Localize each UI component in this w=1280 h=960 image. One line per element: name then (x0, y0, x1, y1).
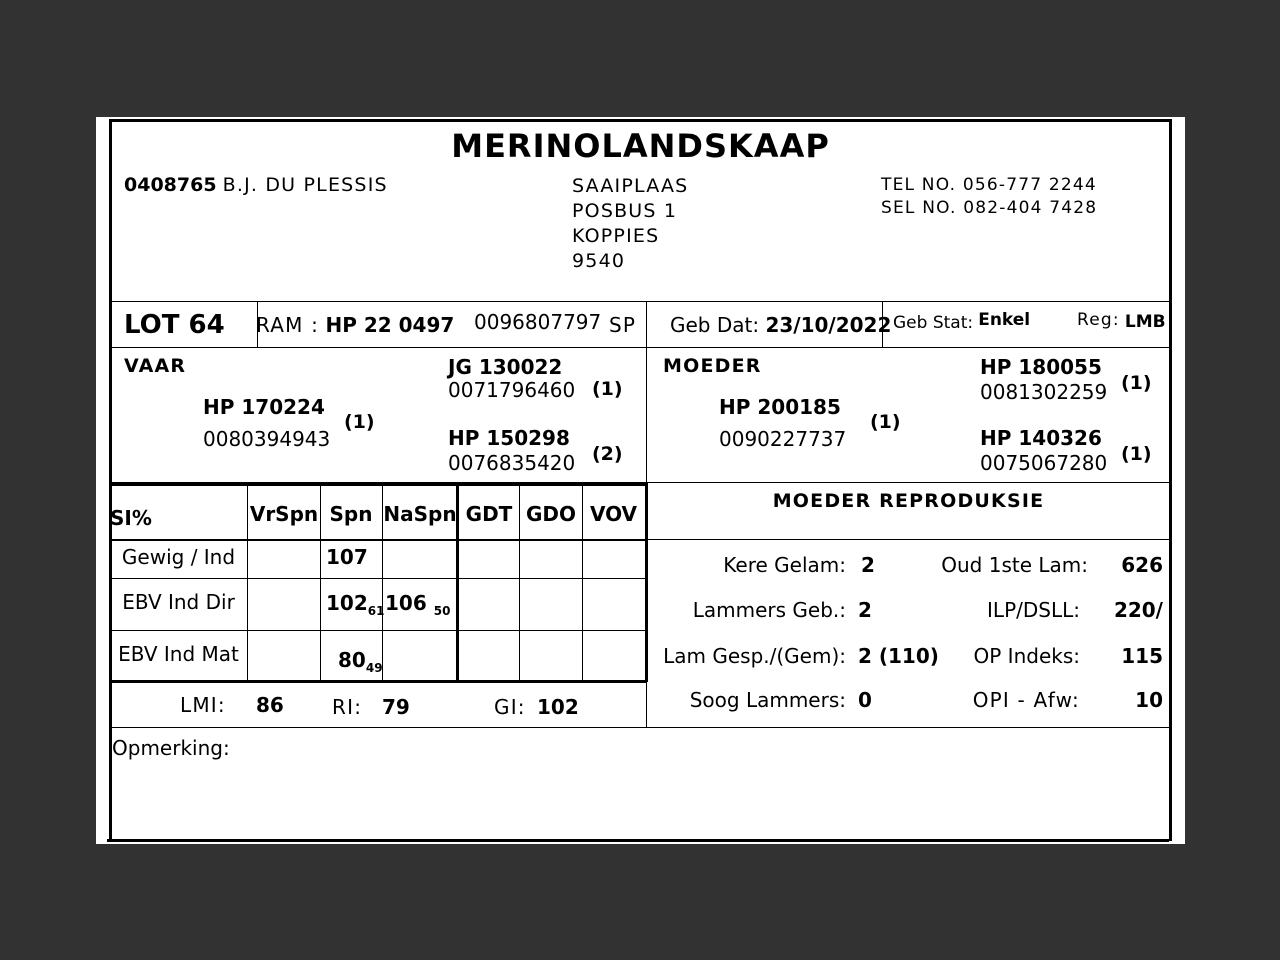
birth-status (893, 310, 1031, 333)
breeder-address (572, 174, 688, 274)
sire-dam-code: 0076835420 (448, 451, 576, 475)
lot-label-text: LOT (124, 310, 180, 340)
moeder-label: MOEDER (663, 355, 762, 377)
border-left (109, 119, 112, 841)
ri-value: 79 (382, 695, 410, 719)
tel-number: TEL NO. 056-777 2244 (881, 175, 1097, 195)
page-title: MERINOLANDSKAAP (451, 127, 830, 165)
lot-number: 64 (188, 310, 225, 340)
si-naspn-value: 106 $_{50}$ (385, 591, 451, 618)
ram-id: HP 22 0497 (325, 313, 455, 337)
ram-class: SP (609, 313, 637, 337)
si-row-label: EBV Ind Dir (122, 590, 235, 614)
op-label: OP Indeks: (973, 644, 1080, 668)
dam-sire-mark: (1) (1121, 372, 1152, 394)
soog-value: 0 (858, 688, 872, 712)
si-table-line (110, 539, 647, 541)
lammers-geb-value: 2 (858, 598, 872, 622)
ram-code: 0096807797 (474, 310, 602, 334)
si-corner: SI% (110, 506, 152, 530)
divider (110, 347, 1170, 348)
border-top (109, 119, 1172, 122)
birth-date-label: Geb Dat: (670, 313, 760, 337)
border-bottom (107, 839, 1169, 842)
sire-dam-mark: (2) (592, 443, 623, 465)
ilp-value: 220/ (1113, 598, 1163, 622)
breeder-line (124, 174, 388, 196)
si-table-top (110, 483, 647, 486)
divider (110, 727, 1170, 728)
oud-label: Oud 1ste Lam: (941, 553, 1088, 577)
sire-dam-id: HP 150298 (448, 426, 570, 450)
address-line: 9540 (572, 250, 626, 272)
si-header: GDT (465, 502, 513, 526)
registration (1077, 312, 1166, 332)
opi-label: OPI - Afw: (972, 688, 1080, 712)
dam-code: 0090227737 (719, 427, 847, 451)
dam-dam-code: 0075067280 (980, 451, 1108, 475)
gi-label: GI: (494, 695, 526, 719)
ri-label: RI: (332, 695, 363, 719)
lot-label (124, 310, 225, 340)
lmi-value: 86 (256, 693, 284, 717)
soog-label: Soog Lammers: (689, 688, 846, 712)
vaar-label: VAAR (124, 355, 187, 377)
lam-gesp-value: 2 (110) (858, 644, 939, 668)
op-value: 115 (1121, 644, 1163, 668)
breeder-id: 0408765 (124, 174, 217, 196)
oud-value: 626 (1121, 553, 1163, 577)
dam-sire-id: HP 180055 (980, 355, 1102, 379)
sire-sire-code: 0071796460 (448, 378, 576, 402)
remark-label: Opmerking: (112, 736, 230, 760)
divider (110, 301, 1170, 302)
lam-gesp-label: Lam Gesp./(Gem): (663, 644, 846, 668)
lmi-label: LMI: (180, 693, 226, 717)
dam-sire-code: 0081302259 (980, 380, 1108, 404)
opi-value: 10 (1135, 688, 1163, 712)
address-line: POSBUS 1 (572, 200, 678, 222)
si-spn-value: $102_{61}$ (326, 591, 385, 618)
gi-value: 102 (537, 695, 579, 719)
border-right (1169, 119, 1172, 841)
birth-status-label: Geb Stat: (893, 313, 974, 333)
si-header: Spn (329, 502, 373, 526)
si-header: VrSpn (249, 502, 319, 526)
reproduction-title: MOEDER REPRODUKSIE (772, 490, 1045, 512)
si-row-label: EBV Ind Mat (118, 642, 239, 666)
sire-id: HP 170224 (203, 395, 325, 419)
ram-info (256, 313, 454, 337)
dam-dam-id: HP 140326 (980, 426, 1102, 450)
si-table-bottom (110, 680, 647, 683)
lammers-geb-label: Lammers Geb.: (692, 598, 846, 622)
kere-gelam-value: 2 (861, 553, 875, 577)
reg-value: LMB (1124, 312, 1166, 332)
si-row-label: Gewig / Ind (121, 545, 236, 569)
sire-sire-mark: (1) (592, 378, 623, 400)
si-header: GDO (525, 502, 577, 526)
birth-date-value: 23/10/2022 (765, 313, 892, 337)
breeder-contact (881, 174, 1097, 220)
address-line: SAAIPLAAS (572, 175, 689, 197)
breeder-name: B.J. DU PLESSIS (222, 174, 388, 196)
si-header: VOV (589, 502, 638, 526)
dam-dam-mark: (1) (1121, 443, 1152, 465)
sire-mark: (1) (344, 411, 375, 433)
birth-status-value: Enkel (978, 310, 1031, 330)
sire-code: 0080394943 (203, 427, 331, 451)
si-spn-value: 107 (326, 545, 368, 569)
divider (647, 539, 1170, 540)
address-line: KOPPIES (572, 225, 660, 247)
si-table-line (110, 578, 647, 579)
sel-number: SEL NO. 082-404 7428 (881, 198, 1098, 218)
si-spn-value: $80_{49}$ (338, 648, 383, 675)
ilp-label: ILP/DSLL: (987, 598, 1080, 622)
ram-label: RAM : (256, 313, 320, 337)
sire-sire-id: JG 130022 (448, 355, 563, 379)
si-table-line (110, 630, 647, 631)
reg-label: Reg: (1077, 310, 1120, 330)
si-header: NaSpn (383, 502, 457, 526)
dam-id: HP 200185 (719, 395, 841, 419)
lot-card (96, 117, 1185, 844)
dam-mark: (1) (870, 411, 901, 433)
kere-gelam-label: Kere Gelam: (723, 553, 846, 577)
birth-date (670, 313, 891, 337)
